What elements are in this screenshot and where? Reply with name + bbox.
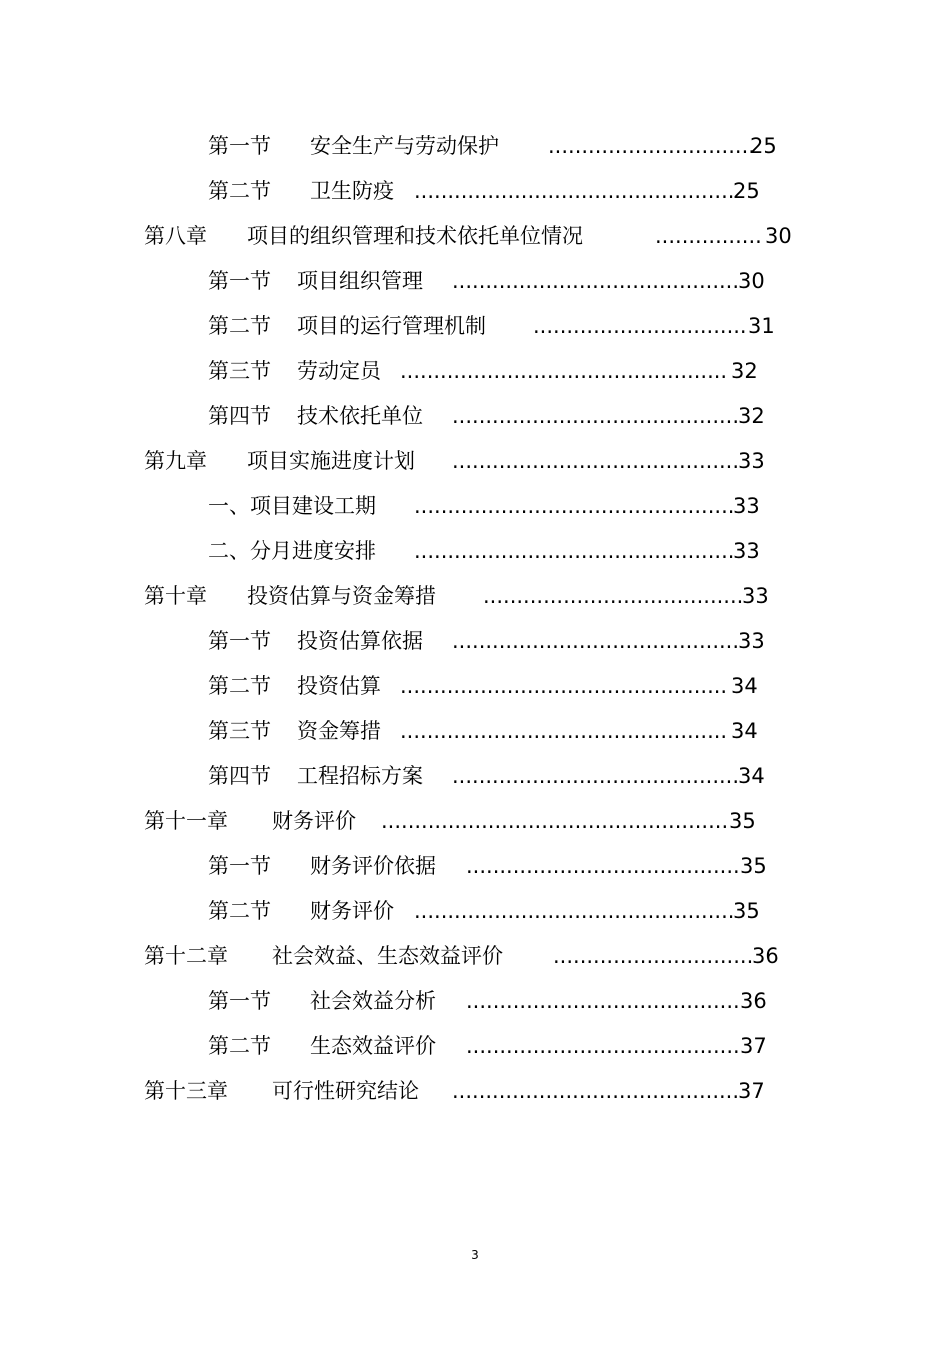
entry-dots: ............................... — [548, 134, 755, 158]
entry-label: 第一节 — [208, 854, 271, 878]
entry-title: 社会效益、生态效益评价 — [272, 944, 503, 968]
toc-entry[interactable] — [0, 491, 950, 521]
entry-dots: ......................................... — [466, 854, 740, 878]
entry-page: 35 — [740, 854, 767, 878]
entry-dots: ......................................... — [466, 989, 740, 1013]
entry-title: 生态效益评价 — [310, 1034, 436, 1058]
entry-page: 25 — [750, 134, 777, 158]
entry-label: 第十三章 — [144, 1079, 228, 1103]
entry-title: 工程招标方案 — [297, 764, 423, 788]
entry-title: 投资估算与资金筹措 — [247, 584, 436, 608]
toc-entry[interactable] — [0, 131, 950, 161]
entry-label: 第八章 — [144, 224, 207, 248]
entry-label: 第四节 — [208, 404, 271, 428]
entry-dots: ................................................ — [414, 539, 735, 563]
entry-label: 第九章 — [144, 449, 207, 473]
entry-title: 社会效益分析 — [310, 989, 436, 1013]
entry-label: 一、项目建设工期 — [208, 494, 376, 518]
entry-label: 第一节 — [208, 629, 271, 653]
entry-label: 第二节 — [208, 179, 271, 203]
toc-entry[interactable] — [0, 671, 950, 701]
entry-label: 二、分月进度安排 — [208, 539, 376, 563]
entry-title: 劳动定员 — [297, 359, 381, 383]
entry-label: 第二节 — [208, 314, 271, 338]
toc-entry[interactable] — [0, 896, 950, 926]
entry-page: 37 — [738, 1079, 765, 1103]
toc-entry[interactable] — [0, 806, 950, 836]
entry-dots: ........................................... — [452, 269, 740, 293]
entry-dots: ......................................... — [466, 1034, 740, 1058]
entry-title: 财务评价依据 — [310, 854, 436, 878]
entry-dots: ................................................. — [400, 674, 728, 698]
toc-entry[interactable] — [0, 986, 950, 1016]
entry-dots: ................................ — [533, 314, 747, 338]
entry-dots: ................................................ — [414, 899, 735, 923]
entry-page: 33 — [733, 539, 760, 563]
toc-entry[interactable] — [0, 176, 950, 206]
entry-page: 30 — [738, 269, 765, 293]
toc-entry[interactable] — [0, 221, 950, 251]
entry-page: 33 — [738, 629, 765, 653]
toc-entry[interactable] — [0, 266, 950, 296]
entry-title: 资金筹措 — [297, 719, 381, 743]
toc-entry[interactable] — [0, 1076, 950, 1106]
entry-dots: ........................................... — [452, 404, 740, 428]
toc-entry[interactable] — [0, 761, 950, 791]
entry-dots: ....................................... — [483, 584, 744, 608]
page-number: 3 — [471, 1248, 479, 1262]
entry-label: 第一节 — [208, 134, 271, 158]
entry-page: 33 — [738, 449, 765, 473]
entry-label: 第一节 — [208, 269, 271, 293]
entry-label: 第四节 — [208, 764, 271, 788]
entry-label: 第十章 — [144, 584, 207, 608]
entry-label: 第二节 — [208, 899, 271, 923]
entry-label: 第十一章 — [144, 809, 228, 833]
entry-title: 财务评价 — [310, 899, 394, 923]
entry-title: 安全生产与劳动保护 — [310, 134, 499, 158]
toc-entry[interactable] — [0, 626, 950, 656]
entry-title: 项目组织管理 — [297, 269, 423, 293]
entry-page: 31 — [748, 314, 775, 338]
entry-dots: ........................................... — [452, 764, 740, 788]
entry-dots: ................ — [655, 224, 762, 248]
entry-label: 第三节 — [208, 359, 271, 383]
entry-label: 第一节 — [208, 989, 271, 1013]
entry-title: 技术依托单位 — [297, 404, 423, 428]
entry-dots: ........................................... — [452, 449, 740, 473]
entry-title: 可行性研究结论 — [272, 1079, 419, 1103]
entry-title: 项目的组织管理和技术依托单位情况 — [247, 224, 583, 248]
toc-entry[interactable] — [0, 716, 950, 746]
entry-dots: ........................................... — [452, 1079, 740, 1103]
toc-entry[interactable] — [0, 356, 950, 386]
toc-entry[interactable] — [0, 401, 950, 431]
entry-page: 34 — [731, 674, 758, 698]
entry-page: 33 — [733, 494, 760, 518]
entry-dots: .............................. — [553, 944, 754, 968]
entry-dots: ................................................ — [414, 179, 735, 203]
entry-page: 36 — [740, 989, 767, 1013]
toc-entry[interactable] — [0, 446, 950, 476]
entry-label: 第三节 — [208, 719, 271, 743]
entry-page: 35 — [733, 899, 760, 923]
toc-entry[interactable] — [0, 311, 950, 341]
entry-dots: ........................................... — [452, 629, 740, 653]
toc-entry[interactable] — [0, 1031, 950, 1061]
toc-entry[interactable] — [0, 581, 950, 611]
entry-dots: ................................................. — [400, 719, 728, 743]
entry-title: 投资估算依据 — [297, 629, 423, 653]
entry-title: 财务评价 — [272, 809, 356, 833]
entry-page: 32 — [731, 359, 758, 383]
entry-page: 30 — [765, 224, 792, 248]
entry-page: 36 — [752, 944, 779, 968]
entry-page: 25 — [733, 179, 760, 203]
entry-title: 项目的运行管理机制 — [297, 314, 486, 338]
entry-label: 第二节 — [208, 1034, 271, 1058]
entry-label: 第十二章 — [144, 944, 228, 968]
toc-entry[interactable] — [0, 536, 950, 566]
entry-page: 32 — [738, 404, 765, 428]
entry-page: 34 — [738, 764, 765, 788]
entry-dots: ................................................ — [414, 494, 735, 518]
entry-page: 37 — [740, 1034, 767, 1058]
entry-label: 第二节 — [208, 674, 271, 698]
entry-title: 卫生防疫 — [310, 179, 394, 203]
entry-title: 投资估算 — [297, 674, 381, 698]
toc-entry[interactable] — [0, 941, 950, 971]
toc-entry[interactable] — [0, 851, 950, 881]
entry-page: 35 — [729, 809, 756, 833]
entry-title: 项目实施进度计划 — [247, 449, 415, 473]
entry-page: 33 — [742, 584, 769, 608]
entry-dots: ................................................. — [400, 359, 728, 383]
entry-dots: .................................................... — [381, 809, 729, 833]
entry-page: 34 — [731, 719, 758, 743]
